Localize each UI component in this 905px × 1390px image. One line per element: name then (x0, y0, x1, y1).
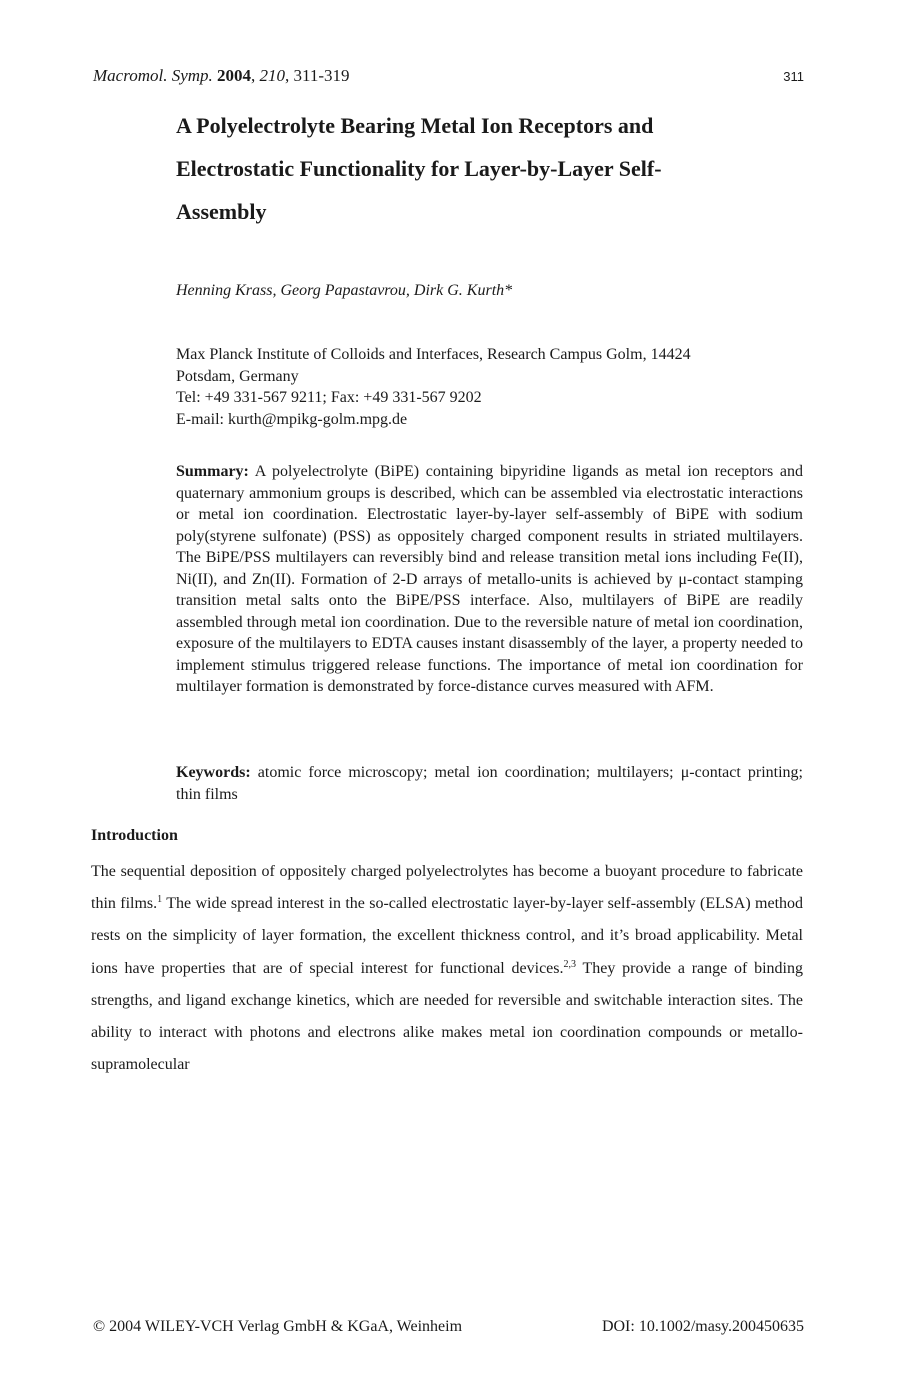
keywords (176, 762, 803, 805)
title-line: Electrostatic Functionality for Layer-by-Layer Self- (176, 156, 662, 181)
abstract (176, 461, 803, 698)
affiliation-line: E-mail: kurth@mpikg-golm.mpg.de (176, 410, 408, 428)
affiliation-line: Tel: +49 331-567 9211; Fax: +49 331-567 9202 (176, 389, 482, 406)
intro-text: They provide a range of binding strengths, and ligand exchange kinetics, which are needed for reversible and switchable interaction sites. The ability to interact with photons and electrons alike makes metal ion coordination compounds or metallo-supramolecular (91, 959, 804, 1074)
summary-label: Summary: (176, 463, 249, 480)
affiliation-line: Potsdam, Germany (176, 367, 299, 385)
intro-text: The sequential deposition of oppositely charged polyelectrolytes has become a buoyant procedure to fabricate thin films. (91, 863, 803, 913)
keywords-text: atomic force microscopy; metal ion coordination; multilayers; μ-contact printing; thin films (176, 764, 804, 803)
citation-ref: 2,3 (563, 958, 577, 970)
introduction-paragraph (91, 856, 803, 1081)
copyright-notice: © 2004 WILEY-VCH Verlag GmbH & KGaA, Weinheim (93, 1318, 463, 1335)
doi-link: DOI: 10.1002/masy.200450635 (601, 1318, 804, 1335)
summary-text: A polyelectrolyte (BiPE) containing bipyridine ligands as metal ion receptors and quaternary ammonium groups is described, which can be assembled via electrostatic interactions or metal ion coordination. Electrostatic layer-by-layer self-assembly of BiPE with sodium poly(styrene sulfonate) (PSS) as oppositely charged component results in striated multilayers. The BiPE/PSS multilayers can reversibly bind and release transition metal ions including Fe(II), Ni(II), and Zn(II). Formation of 2-D arrays of metallo-units is achieved by μ-contact stamping transition metal salts onto the BiPE/PSS interface. Also, multilayers of BiPE are readily assembled through metal ion coordination. Due to the reversible nature of metal ion coordination, exposure of the multilayers to EDTA causes instant disassembly of the layer, a property needed to implement stimulus triggered release functions. The importance of metal ion coordination for multilayer formation is demonstrated by force-distance curves measured with AFM. (176, 463, 803, 695)
intro-text: The wide spread interest in the so-called electrostatic layer-by-layer self-assembly (ELSA) method rests on the simplicity of layer formation, the excellent thickness control, and it’s broad applicability. Metal ions have properties that are of special interest for functional devices. (91, 895, 804, 977)
affiliation (176, 344, 806, 430)
journal-name: Macromol. Symp. (93, 66, 213, 85)
keywords-label: Keywords: (176, 764, 251, 781)
authors: Henning Krass, Georg Papastavrou, Dirk G. Kurth* (176, 282, 513, 299)
journal-volume: 210 (259, 66, 286, 85)
citation-ref: 1 (157, 894, 163, 906)
affiliation-line: Max Planck Institute of Colloids and Interfaces, Research Campus Golm, 14424 (176, 346, 691, 363)
journal-pages: 311-319 (293, 66, 350, 85)
title-line: Assembly (176, 199, 267, 224)
article-title (176, 104, 816, 233)
journal-year: 2004 (217, 66, 252, 85)
section-heading-introduction: Introduction (91, 827, 178, 844)
journal-citation: Macromol. Symp. 2004, 210, 311-319 (93, 66, 350, 85)
title-line: A Polyelectrolyte Bearing Metal Ion Receptors and (176, 113, 654, 138)
page-number: 311 (783, 69, 804, 84)
